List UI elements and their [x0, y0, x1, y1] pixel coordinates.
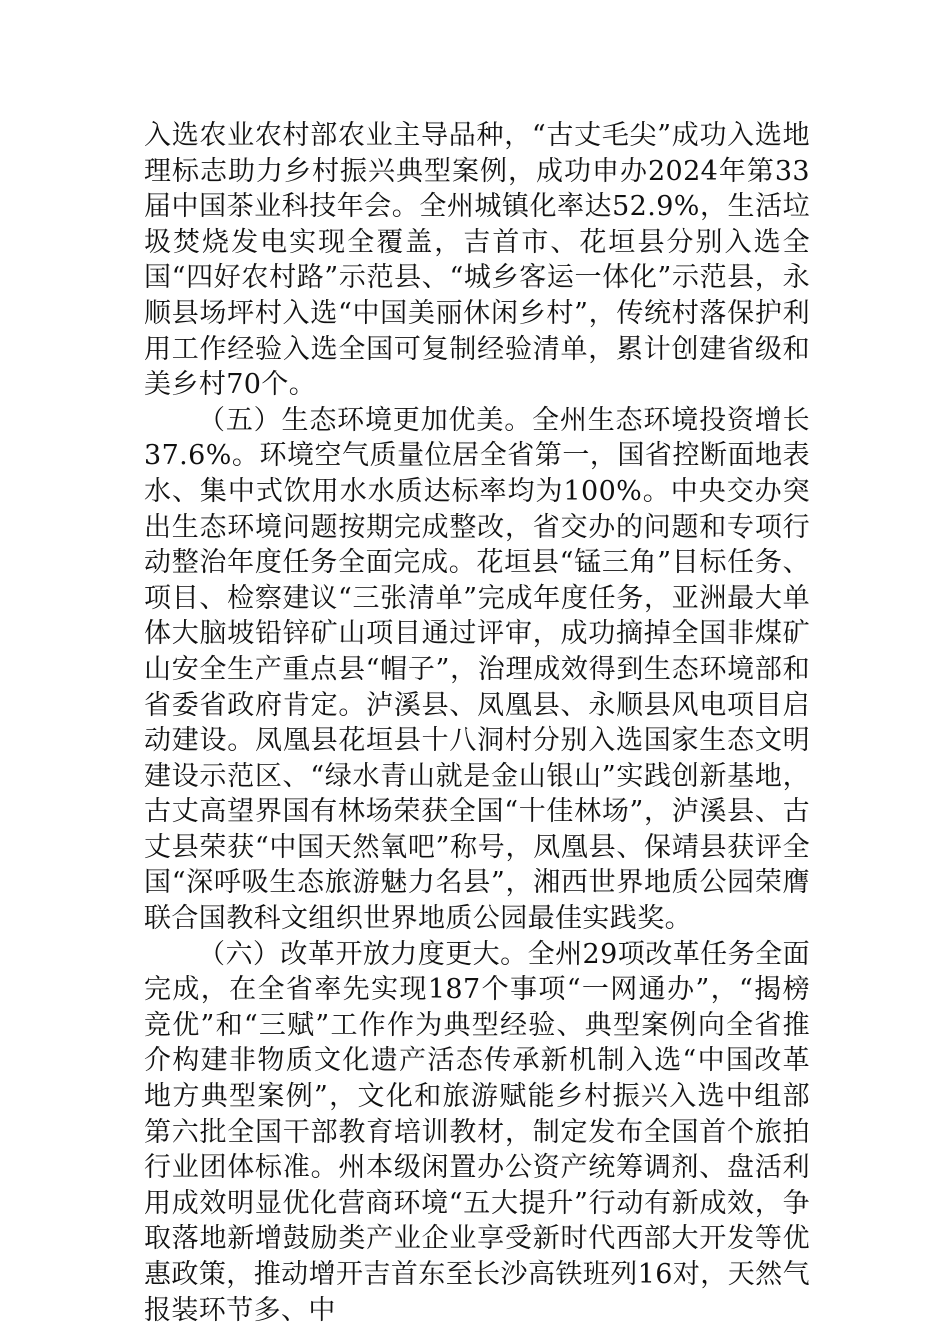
paragraph-rural-revitalization-continuation: 入选农业农村部农业主导品种，“古丈毛尖”成功入选地理标志助力乡村振兴典型案例，成功申办2024年第33届中国茶业科技年会。全州城镇化率达52.9%，生活垃圾焚烧发电实现全覆盖，吉首市、花垣县分别入选全国“四好农村路”示范县、“城乡客运一体化”示范县，永顺县场坪村入选“中国美丽休闲乡村”，传统村落保护利用工作经验入选全国可复制经验清单，累计创建省级和美乡村70个。	[144, 120, 810, 401]
document-body	[144, 118, 810, 1328]
paragraph-ecological-environment: （五）生态环境更加优美。全州生态环境投资增长37.6%。环境空气质量位居全省第一，国省控断面地表水、集中式饮用水水质达标率均为100%。中央交办突出生态环境问题按期完成整改，省交办的问题和专项行动整治年度任务全面完成。花垣县“锰三角”目标任务、项目、检察建议“三张清单”完成年度任务，亚洲最大单体大脑坡铅锌矿山项目通过评审，成功摘掉全国非煤矿山安全生产重点县“帽子”，治理成效得到生态环境部和省委省政府肯定。泸溪县、凤凰县、永顺县风电项目启动建设。凤凰县花垣县十八洞村分别入选国家生态文明建设示范区、“绿水青山就是金山银山”实践创新基地，古丈高望界国有林场荣获全国“十佳林场”，泸溪县、古丈县荣获“中国天然氧吧”称号，凤凰县、保靖县获评全国“深呼吸生态旅游魅力名县”，湘西世界地质公园荣膺联合国教科文组织世界地质公园最佳实践奖。	[144, 404, 810, 935]
paragraph-reform-opening: （六）改革开放力度更大。全州29项改革任务全面完成，在全省率先实现187个事项“一网通办”，“揭榜竞优”和“三赋”工作作为典型经验、典型案例向全省推介构建非物质文化遗产活态传承新机制入选“中国改革地方典型案例”，文化和旅游赋能乡村振兴入选中组部第六批全国干部教育培训教材，制定发布全国首个旅拍行业团体标准。州本级闲置办公资产统筹调剂、盘活利用成效明显优化营商环境“五大提升”行动有新成效，争取落地新增鼓励类产业企业享受新时代西部大开发等优惠政策，推动增开吉首东至长沙高铁班列16对，天然气报装环节多、中	[144, 938, 810, 1326]
